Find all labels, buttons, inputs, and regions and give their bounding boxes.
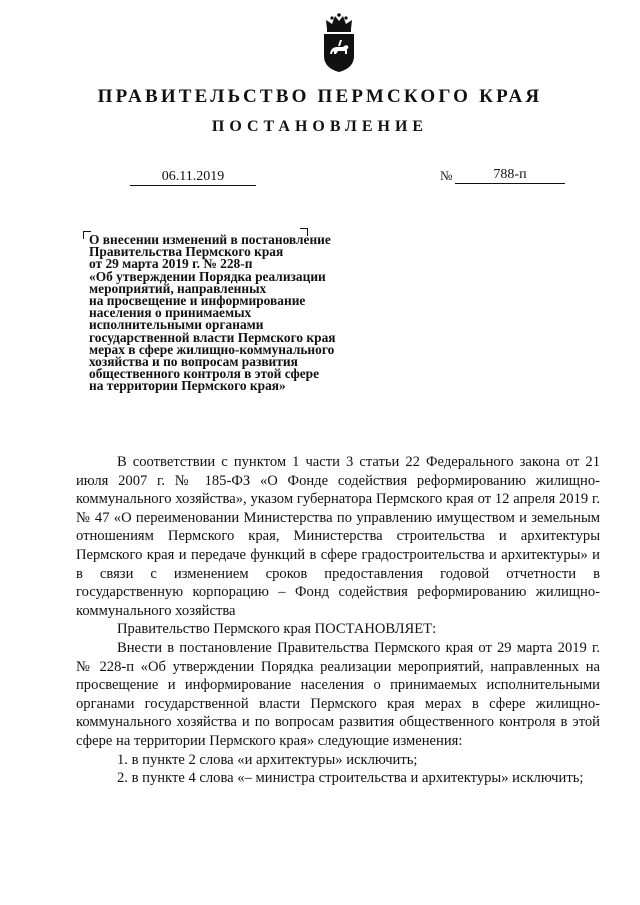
subject-line: мероприятий, направленных	[89, 280, 267, 296]
document-body	[76, 453, 600, 788]
decree-paragraph: Правительство Пермского края ПОСТАНОВЛЯЕТ:	[117, 621, 437, 638]
subject-line: на территории Пермского края»	[89, 378, 286, 394]
subject-line: от 29 марта 2019 г. № 228-п	[89, 256, 253, 272]
document-number: 788-п	[455, 167, 565, 184]
document-type: ПОСТАНОВЛЕНИЕ	[211, 118, 429, 135]
number-label: №	[440, 168, 453, 183]
perm-krai-coat-of-arms-icon	[318, 12, 360, 74]
amendment-item-2: 2. в пункте 4 слова «– министра строительства и архитектуры» исключить;	[117, 770, 584, 787]
document-date: 06.11.2019	[130, 169, 256, 186]
subject-line: «Об утверждении Порядка реализации	[89, 268, 326, 284]
amendment-item-1: 1. в пункте 2 слова «и архитектуры» исключить;	[117, 751, 418, 768]
preamble-paragraph: В соответствии с пунктом 1 части 3 статьи 22 Федерального закона от 21 июля 2007 г. № 185-ФЗ «О Фонде содействия реформированию жилищно-коммунального хозяйства», указом губернатора Пермского края от 12 апреля 2019 г. № 47 «О переименовании Министерства по управлению имуществом и земельным отношениям Пермского края, Министерства строительства и архитектуры Пермского края и передаче функций в сфере градостроительства и архитектуры» и в связи с изменением сроков предоставления годовой отчетности в государственную корпорацию – Фонд содействия реформированию жилищно-коммунального хозяйства	[76, 454, 600, 619]
subject-line: общественного контроля в этой сфере	[89, 366, 320, 382]
subject-line: мерах в сфере жилищно-коммунального	[89, 341, 335, 357]
government-title: ПРАВИТЕЛЬСТВО ПЕРМСКОГО КРАЯ	[97, 86, 543, 107]
subject-line: на просвещение и информирование	[89, 293, 306, 309]
amendment-paragraph: Внести в постановление Правительства Пермского края от 29 марта 2019 г. № 228-п «Об утверждении Порядка реализации мероприятий, направленных на просвещение и информирование населения о принимаемых исполнительными органами государственной власти Пермского края мерах в сфере жилищно-коммунального хозяйства и по вопросам развития общественного контроля в этой сфере на территории Пермского края» следующие изменения:	[76, 639, 600, 749]
subject-line: Правительства Пермского края	[89, 244, 284, 260]
document-subject	[89, 234, 389, 393]
subject-line: О внесении изменений в постановление	[89, 232, 331, 247]
subject-line: государственной власти Пермского края	[89, 329, 336, 345]
subject-line: хозяйства и по вопросам развития	[89, 354, 298, 370]
subject-line: исполнительными органами	[89, 317, 264, 333]
subject-line: населения о принимаемых	[89, 305, 252, 321]
